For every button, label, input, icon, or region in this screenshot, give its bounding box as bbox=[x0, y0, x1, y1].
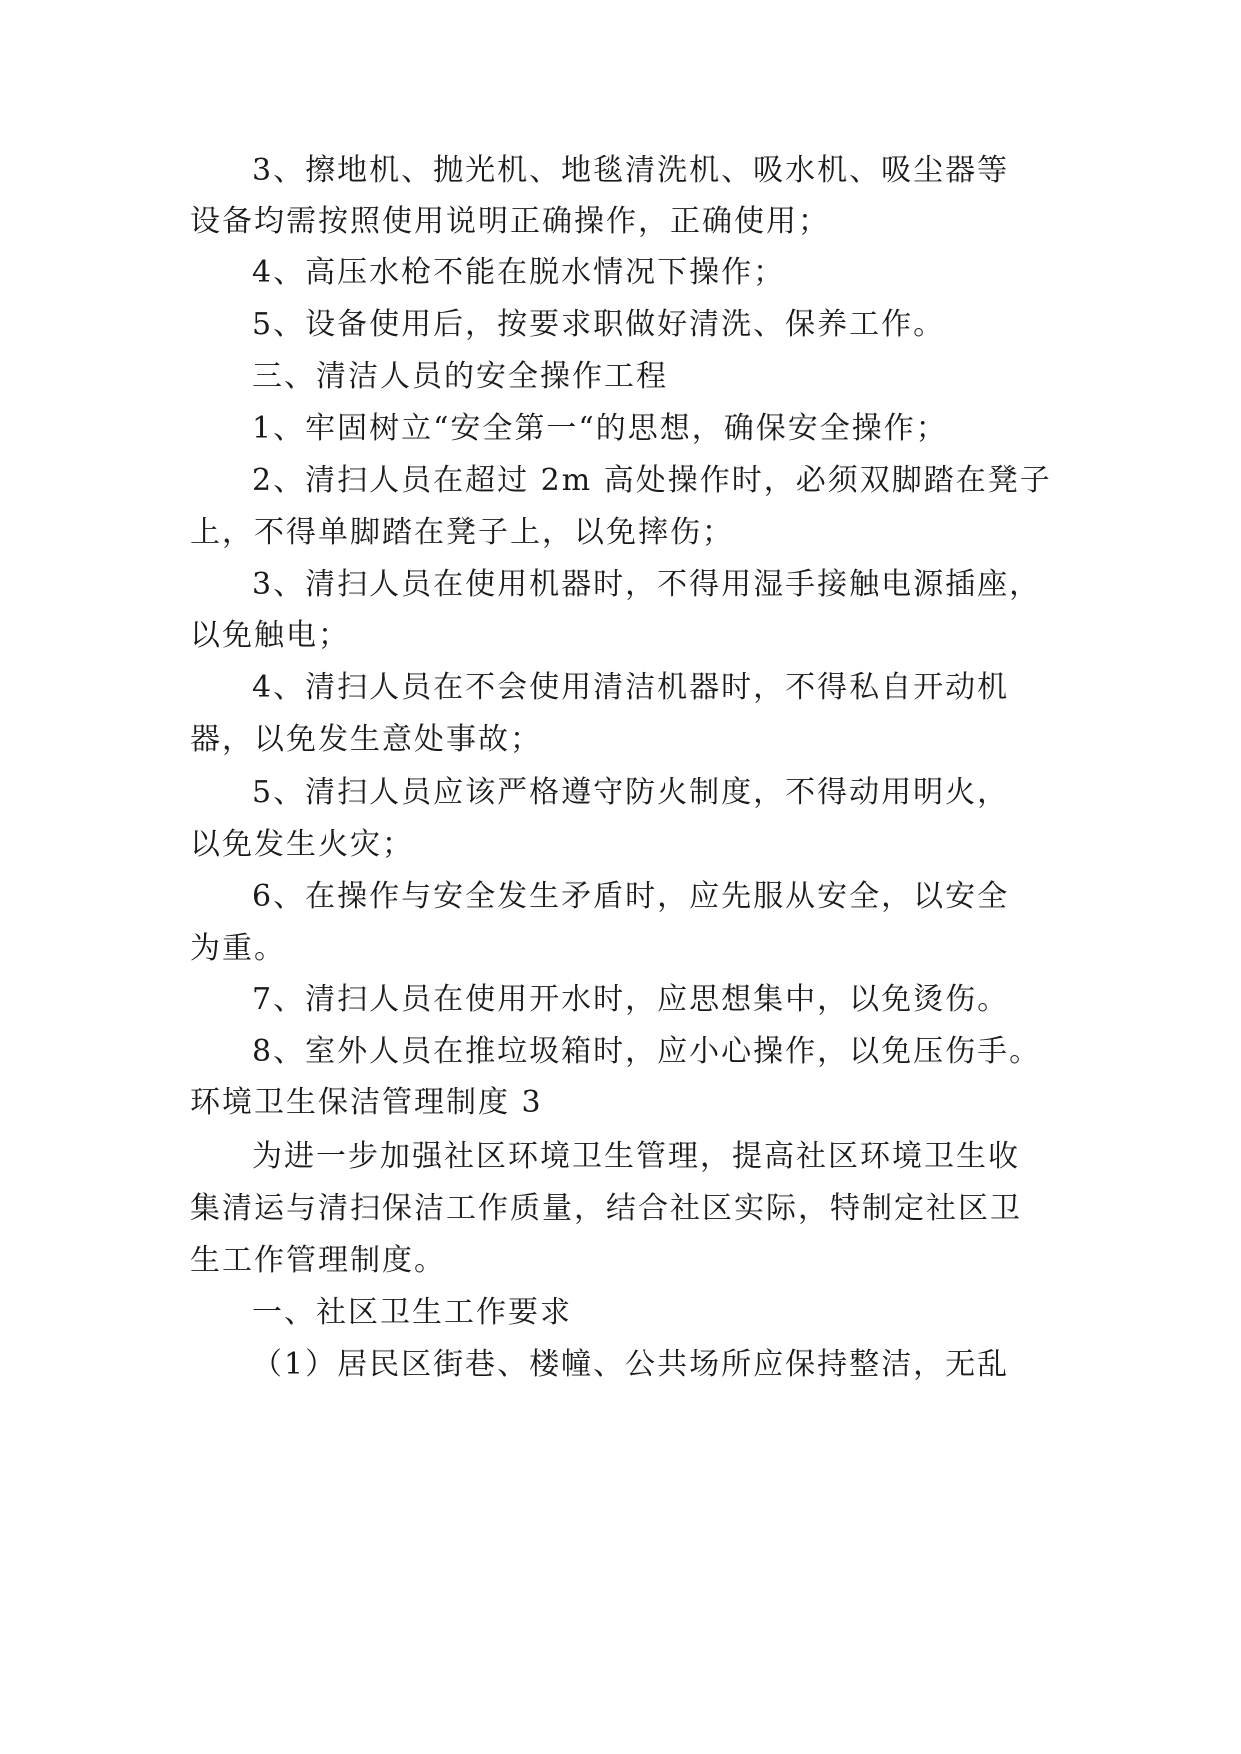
section-heading: 一、社区卫生工作要求 bbox=[252, 1295, 572, 1330]
paragraph-line: 6、在操作与安全发生矛盾时，应先服从安全，以安全 bbox=[252, 879, 1010, 914]
paragraph-line: 集清运与清扫保洁工作质量，结合社区实际，特制定社区卫 bbox=[190, 1191, 1022, 1226]
paragraph-line: 上，不得单脚踏在凳子上，以免摔伤； bbox=[190, 515, 734, 550]
document-title: 环境卫生保洁管理制度 3 bbox=[190, 1085, 543, 1120]
paragraph-line: 以免发生火灾； bbox=[190, 827, 414, 862]
paragraph-line: 生工作管理制度。 bbox=[190, 1243, 446, 1278]
paragraph-line: 为进一步加强社区环境卫生管理，提高社区环境卫生收 bbox=[252, 1139, 1020, 1174]
paragraph-line: 为重。 bbox=[190, 931, 286, 966]
paragraph-line: 设备均需按照使用说明正确操作，正确使用； bbox=[190, 204, 830, 239]
paragraph-line: 3、清扫人员在使用机器时，不得用湿手接触电源插座， bbox=[252, 567, 1042, 602]
paragraph-line: （1）居民区街巷、楼幢、公共场所应保持整洁，无乱 bbox=[252, 1347, 1010, 1382]
paragraph-line: 4、高压水枪不能在脱水情况下操作； bbox=[252, 255, 786, 290]
paragraph-line: 5、清扫人员应该严格遵守防火制度，不得动用明火， bbox=[252, 775, 1010, 810]
paragraph-line: 2、清扫人员在超过 2m 高处操作时，必须双脚踏在凳子 bbox=[252, 463, 1052, 498]
paragraph-line: 以免触电； bbox=[190, 618, 350, 653]
paragraph-line: 器，以免发生意处事故； bbox=[190, 722, 542, 757]
paragraph-line: 1、牢固树立“安全第一“的思想，确保安全操作； bbox=[252, 411, 948, 446]
paragraph-line: 4、清扫人员在不会使用清洁机器时，不得私自开动机 bbox=[252, 670, 1010, 705]
paragraph-line: 3、擦地机、抛光机、地毯清洗机、吸水机、吸尘器等 bbox=[252, 153, 1010, 188]
paragraph-line: 7、清扫人员在使用开水时，应思想集中，以免烫伤。 bbox=[252, 982, 1010, 1017]
paragraph-line: 8、室外人员在推垃圾箱时，应小心操作，以免压伤手。 bbox=[252, 1034, 1042, 1069]
section-heading: 三、清洁人员的安全操作工程 bbox=[252, 359, 668, 394]
paragraph-line: 5、设备使用后，按要求职做好清洗、保养工作。 bbox=[252, 307, 946, 342]
